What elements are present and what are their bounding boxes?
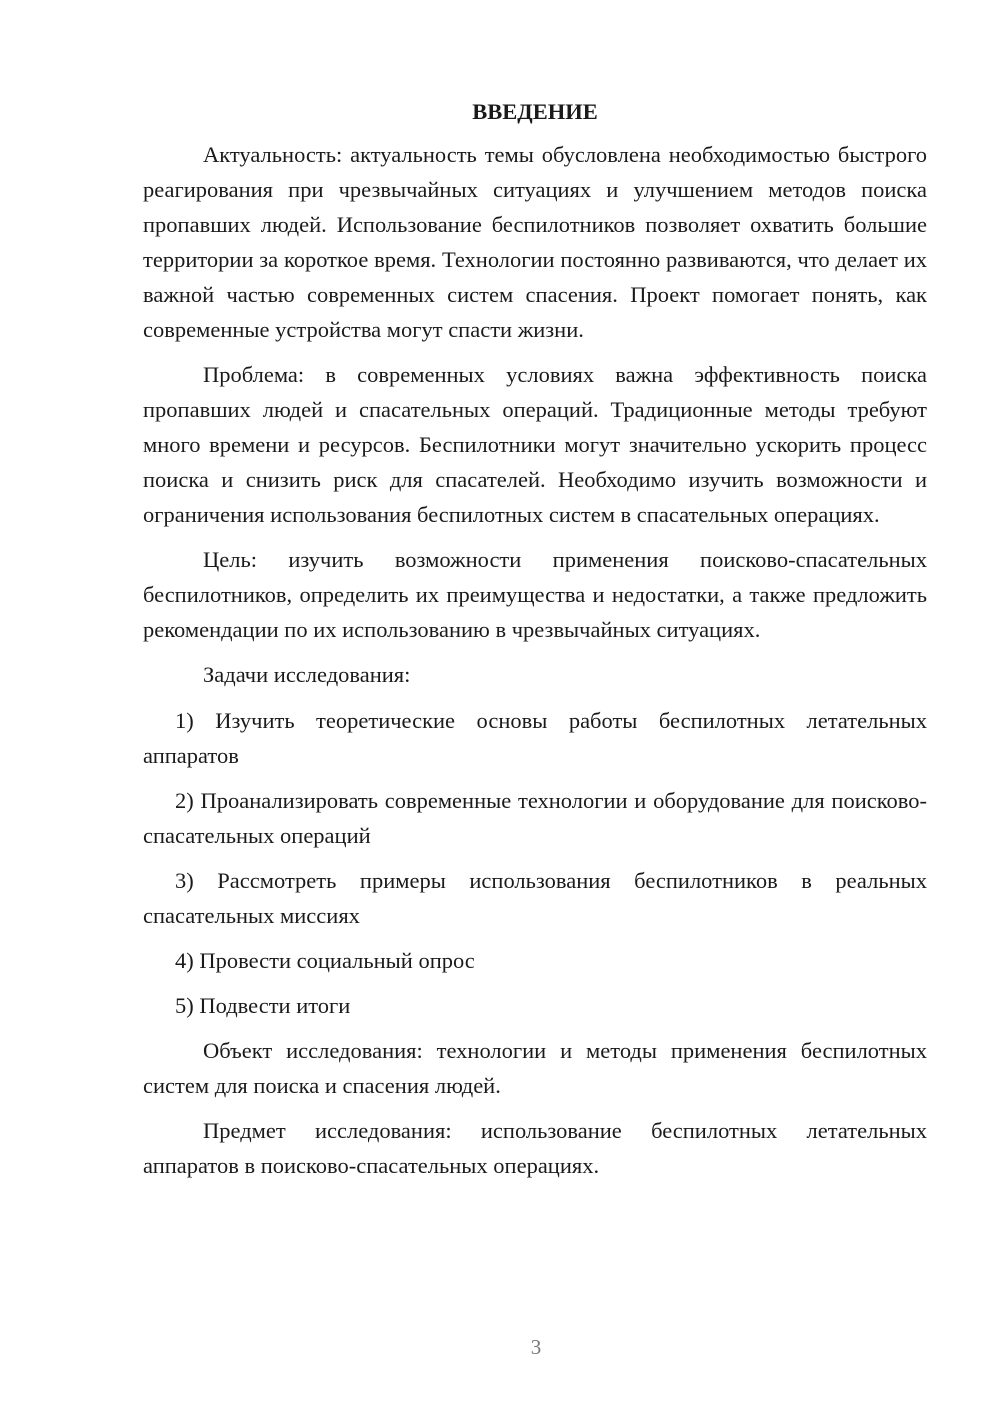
relevance-paragraph: Актуальность: актуальность темы обусловлена необходимостью быстрого реагирования при чрезвычайных ситуациях и улучшением методов поиска пропавших людей. Использование беспилотников позволяет охватить большие территории за короткое время. Технологии постоянно развиваются, что делает их важной частью современных систем спасения. Проект помогает понять, как современные устройства могут спасти жизни.: [143, 142, 927, 342]
goal-paragraph: Цель: изучить возможности применения поисково-спасательных беспилотников, определить их преимущества и недостатки, а также предложить рекомендации по их использованию в чрезвычайных ситуациях.: [143, 547, 927, 642]
tasks-heading: Задачи исследования:: [203, 662, 411, 687]
subject-paragraph: Предмет исследования: использование беспилотных летательных аппаратов в поисково-спасательных операциях.: [143, 1118, 927, 1178]
object-paragraph: Объект исследования: технологии и методы применения беспилотных систем для поиска и спасения людей.: [143, 1038, 927, 1098]
task-item: 4) Провести социальный опрос: [175, 948, 475, 973]
task-item: 1) Изучить теоретические основы работы беспилотных летательных аппаратов: [143, 708, 927, 768]
problem-paragraph: Проблема: в современных условиях важна эффективность поиска пропавших людей и спасательных операций. Традиционные методы требуют много времени и ресурсов. Беспилотники могут значительно ускорить процесс поиска и снизить риск для спасателей. Необходимо изучить возможности и ограничения использования беспилотных систем в спасательных операциях.: [143, 362, 927, 527]
task-item: 3) Рассмотреть примеры использования беспилотников в реальных спасательных миссиях: [143, 868, 927, 928]
page-content: [143, 94, 927, 1193]
section-title: ВВЕДЕНИЕ: [472, 99, 598, 124]
task-item: 5) Подвести итоги: [175, 993, 351, 1018]
page-number: 3: [530, 1335, 542, 1359]
task-item: 2) Проанализировать современные технологии и оборудование для поисково-спасательных операций: [143, 788, 927, 848]
